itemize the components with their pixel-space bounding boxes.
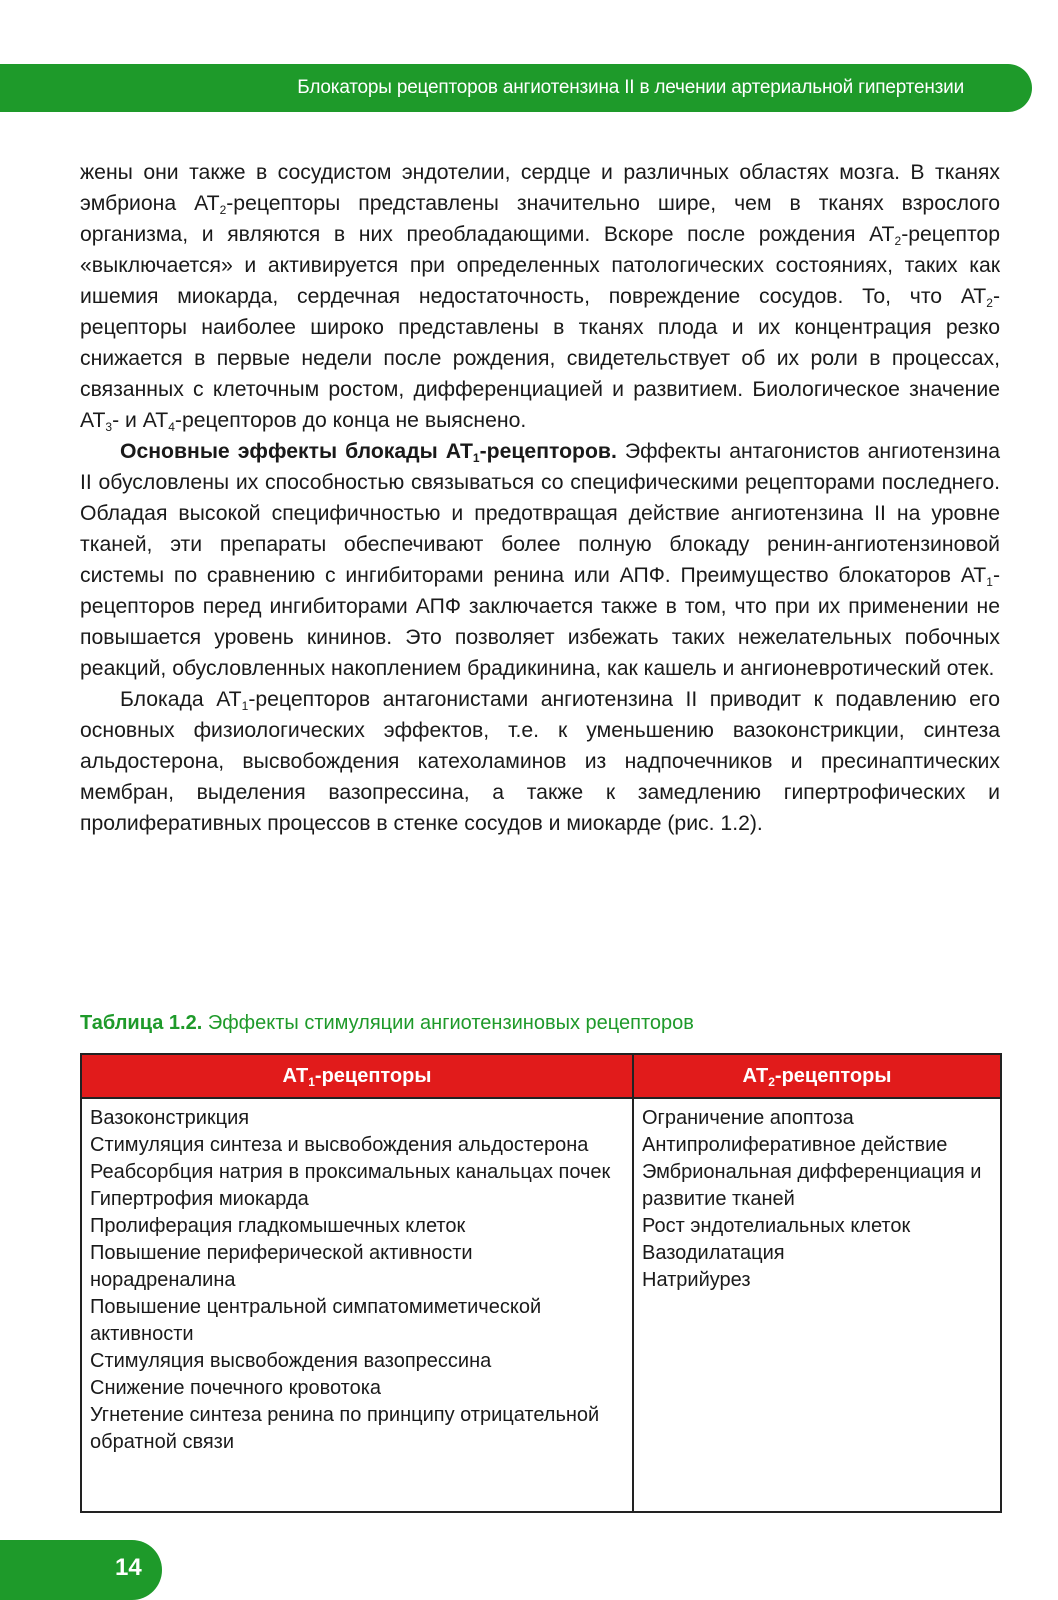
at2-effects-cell [633, 1098, 1001, 1512]
p3-part: Блокада АТ [120, 688, 242, 711]
paragraph-3 [80, 684, 1000, 839]
p1-part: -рецептор «выключается» и активируется при определенных патологических состояниях, таких как ишемия миокарда, сердечная недостаточность, повреждение сосудов. То, что АТ [80, 223, 1000, 308]
subscript: 1 [986, 575, 993, 589]
header-part: АТ [742, 1064, 769, 1087]
table-caption-text: Эффекты стимуляции ангиотензиновых рецепторов [207, 1012, 694, 1034]
subscript: 2 [986, 296, 993, 310]
list-item: Стимуляция высвобождения вазопрессина [90, 1350, 492, 1372]
list-item: Ограничение апоптоза [642, 1107, 854, 1129]
page-number-tab [0, 1540, 162, 1600]
table-header-row [81, 1054, 1001, 1098]
header-part: АТ [282, 1064, 309, 1087]
column-header-at1 [81, 1054, 633, 1098]
list-item: Снижение почечного кровотока [90, 1377, 382, 1399]
subscript: 1 [472, 451, 480, 465]
at1-effects-cell [81, 1098, 633, 1512]
list-item: Повышение центральной симпатомиметической активности [90, 1296, 542, 1345]
p1-part: жены они также в сосудистом эндотелии, сердце и различных областях мозга. В тканях эмбриона АТ [80, 161, 1000, 215]
list-item: Повышение периферической активности норадреналина [90, 1242, 473, 1291]
paragraph-2-lead [120, 440, 617, 463]
list-item: Гипертрофия миокарда [90, 1188, 309, 1210]
header-bar [0, 64, 1032, 112]
header-part: -рецепторы [774, 1064, 892, 1087]
list-item: Реабсорбция натрия в проксимальных канальцах почек [90, 1161, 611, 1183]
body-text [80, 157, 1000, 839]
table-caption-label: Таблица 1.2. [80, 1012, 203, 1034]
p1-part: -рецепторов до конца не выяснено. [174, 409, 527, 432]
subscript: 2 [894, 234, 902, 248]
list-item: Вазодилатация [642, 1242, 785, 1264]
subscript: 3 [105, 420, 113, 434]
effects-table [80, 1053, 1002, 1513]
list-item: Эмбриональная дифференциация и развитие тканей [642, 1161, 982, 1210]
subscript: 4 [168, 420, 175, 434]
paragraph-2 [80, 436, 1000, 684]
list-item: Пролиферация гладкомышечных клеток [90, 1215, 466, 1237]
p1-part: -рецепторы представлены значительно шире, чем в тканях взрослого организма, и являются в них преобладающими. Вскоре после рождения АТ [80, 192, 1001, 246]
header-part: -рецепторы [314, 1064, 432, 1087]
page-number: 14 [115, 1554, 142, 1581]
p1-part: -рецепторы наиболее широко представлены в тканях плода и их концентрация резко снижается в первые недели после рождения, свидетельствует об их роли в процессах, связанных с клеточным ростом, дифференциацией и развитием. Биологическое значение АТ [80, 285, 1000, 432]
table-row [81, 1098, 1001, 1512]
subscript: 1 [308, 1074, 315, 1089]
subscript: 2 [768, 1074, 775, 1089]
column-header-at2 [633, 1054, 1001, 1098]
list-item: Вазоконстрикция [90, 1107, 250, 1129]
p2-part: Эффекты антагонистов ангиотензина II обусловлены их способностью связываться со специфическими рецепторами последнего. Обладая высокой специфичностью и предотвращая действие ангиотензина II на уровне тканей, эти препараты обеспечивают более полную блокаду ренин-ангиотензиновой системы по сравнению с ингибиторами ренина или АПФ. Преимущество блокаторов АТ [80, 440, 1000, 587]
table-caption [80, 1012, 1000, 1035]
list-item: Стимуляция синтеза и высвобождения альдостерона [90, 1134, 589, 1156]
subscript: 1 [241, 699, 249, 713]
list-item: Антипролиферативное действие [642, 1134, 948, 1156]
lead-part: Основные эффекты блокады АТ [120, 440, 473, 463]
p2-part: -рецепторов перед ингибиторами АПФ заключается также в том, что при их применении не повышается уровень кининов. Это позволяет избежать таких нежелательных побочных реакций, обусловленных накоплением брадикинина, как кашель и ангионевротический отек. [80, 564, 1000, 680]
p1-part: - и АТ [112, 409, 169, 432]
p3-part: -рецепторов антагонистами ангиотензина II приводит к подавлению его основных физиологических эффектов, т.е. к уменьшению вазоконстрикции, синтеза альдостерона, высвобождения катехоламинов из надпочечников и пресинаптических мембран, выделения вазопрессина, а также к замедлению гипертрофических и пролиферативных процессов в стенке сосудов и миокарде (рис. 1.2). [80, 688, 1000, 835]
running-header-title: Блокаторы рецепторов ангиотензина II в лечении артериальной гипертензии [297, 77, 964, 98]
list-item: Рост эндотелиальных клеток [642, 1215, 911, 1237]
list-item: Угнетение синтеза ренина по принципу отрицательной обратной связи [90, 1404, 600, 1453]
lead-part: -рецепторов. [479, 440, 617, 463]
list-item: Натрийурез [642, 1269, 751, 1291]
paragraph-1 [80, 157, 1000, 436]
subscript: 2 [219, 203, 227, 217]
